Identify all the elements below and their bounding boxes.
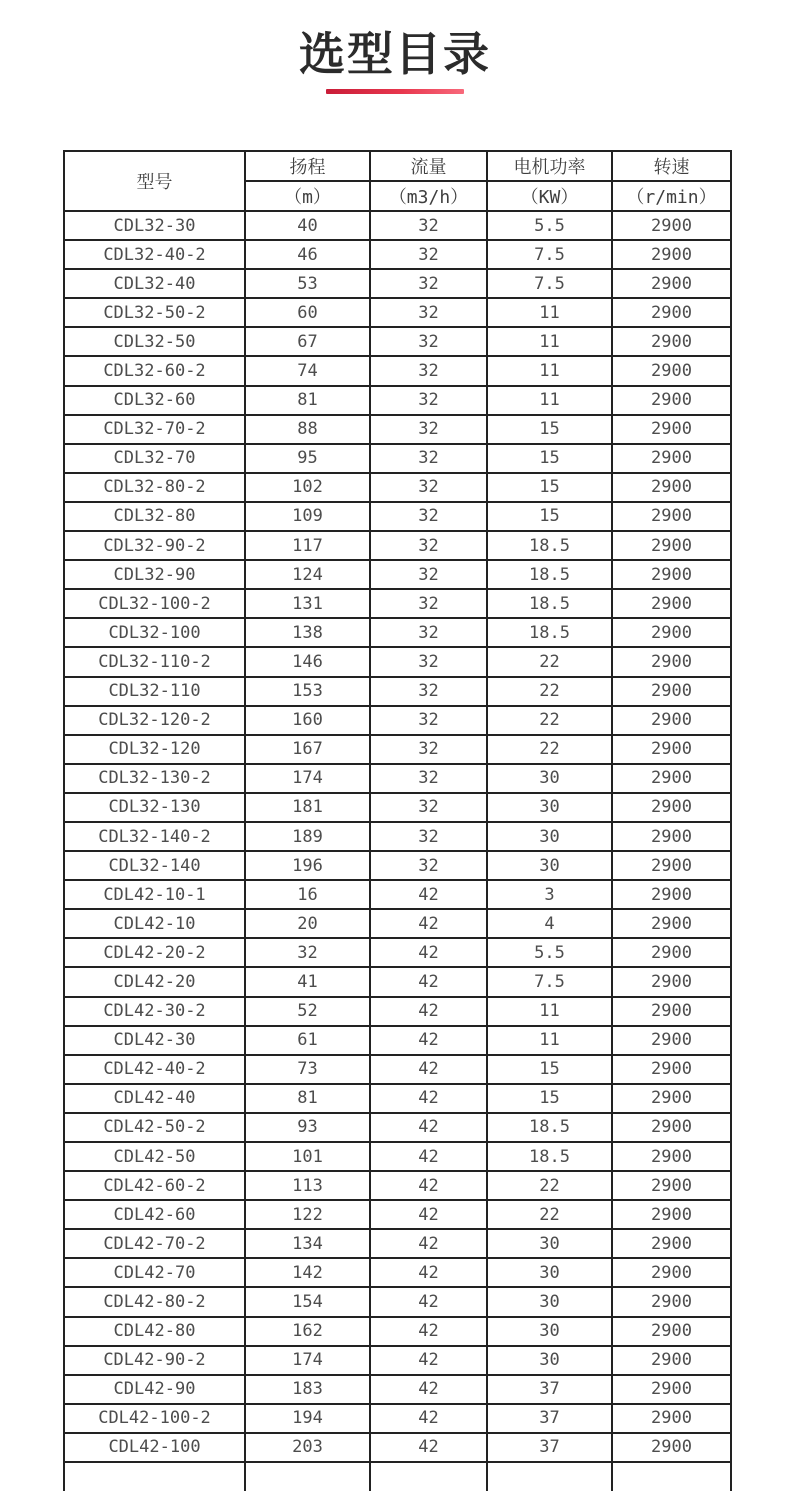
- cell-flow: 42: [370, 967, 487, 996]
- cell-model: CDL42-30-2: [64, 997, 245, 1026]
- cell-speed: 2900: [612, 1171, 731, 1200]
- table-row: [64, 706, 731, 735]
- cell-speed: 2900: [612, 1287, 731, 1316]
- table-row: [64, 1375, 731, 1404]
- table-row: [64, 1346, 731, 1375]
- table-row: [64, 647, 731, 676]
- cell-model: CDL42-90: [64, 1375, 245, 1404]
- cell-speed: 2900: [612, 1200, 731, 1229]
- table-row: [64, 1229, 731, 1258]
- cell-speed: 2900: [612, 502, 731, 531]
- cell-model: CDL32-40: [64, 269, 245, 298]
- cell-power: 15: [487, 444, 612, 473]
- cell-power: 11: [487, 997, 612, 1026]
- cell-speed: 2900: [612, 764, 731, 793]
- cell-speed: 2900: [612, 386, 731, 415]
- cell-model: CDL32-30: [64, 211, 245, 240]
- table-row: [64, 764, 731, 793]
- cell-power: 30: [487, 793, 612, 822]
- cell-model: CDL32-70: [64, 444, 245, 473]
- table-row: [64, 997, 731, 1026]
- cell-speed: 2900: [612, 822, 731, 851]
- cell-head: 167: [245, 735, 370, 764]
- cell-head: 88: [245, 415, 370, 444]
- cell-speed: 2900: [612, 938, 731, 967]
- cell-flow: 32: [370, 269, 487, 298]
- cell-model: CDL42-80: [64, 1317, 245, 1346]
- cell-power: 11: [487, 1026, 612, 1055]
- cell-head: 40: [245, 211, 370, 240]
- cell-model: CDL32-60-2: [64, 356, 245, 385]
- table-row: [64, 677, 731, 706]
- cell-model: CDL42-70: [64, 1258, 245, 1287]
- table-row: [64, 269, 731, 298]
- cell-model: CDL32-70-2: [64, 415, 245, 444]
- cell-power: 18.5: [487, 1142, 612, 1171]
- cell-power: 22: [487, 1171, 612, 1200]
- cell-head: 162: [245, 1317, 370, 1346]
- table-row: [64, 356, 731, 385]
- selection-table: [63, 150, 732, 1491]
- cell-power: 18.5: [487, 560, 612, 589]
- cell-flow: 32: [370, 764, 487, 793]
- cell-flow: 32: [370, 211, 487, 240]
- cell-head: 113: [245, 1171, 370, 1200]
- cell-model: CDL32-120: [64, 735, 245, 764]
- table-row: [64, 415, 731, 444]
- cell-flow: 32: [370, 822, 487, 851]
- cell-power: 30: [487, 1258, 612, 1287]
- cell-power: 22: [487, 1200, 612, 1229]
- table-row: [64, 1317, 731, 1346]
- cell-power: 22: [487, 647, 612, 676]
- cell-flow: 42: [370, 997, 487, 1026]
- cell-speed: 2900: [612, 1229, 731, 1258]
- cell-model: CDL32-80-2: [64, 473, 245, 502]
- cell-speed: 2900: [612, 1433, 731, 1462]
- cell-head: 181: [245, 793, 370, 822]
- cell-power: 18.5: [487, 618, 612, 647]
- cell-power: 11: [487, 298, 612, 327]
- cell-head: 41: [245, 967, 370, 996]
- cell-speed: 2900: [612, 240, 731, 269]
- table-row-clipped: [64, 1462, 731, 1491]
- cell-power: 37: [487, 1375, 612, 1404]
- cell-speed: 2900: [612, 560, 731, 589]
- table-row: [64, 793, 731, 822]
- cell-speed: 2900: [612, 415, 731, 444]
- cell-head: 81: [245, 1084, 370, 1113]
- cell-model: CDL42-30: [64, 1026, 245, 1055]
- cell-model: CDL42-10-1: [64, 880, 245, 909]
- cell-flow: 32: [370, 560, 487, 589]
- cell-flow: 32: [370, 298, 487, 327]
- cell-head: 174: [245, 1346, 370, 1375]
- cell-power: 15: [487, 502, 612, 531]
- table-row: [64, 298, 731, 327]
- header-speed-unit: （r/min）: [612, 181, 731, 211]
- cell-model: CDL32-40-2: [64, 240, 245, 269]
- cell-model: CDL32-100-2: [64, 589, 245, 618]
- header-head-unit: （m）: [245, 181, 370, 211]
- header-head: 扬程: [245, 151, 370, 181]
- cell-flow: 42: [370, 1346, 487, 1375]
- cell-head: 101: [245, 1142, 370, 1171]
- cell-power: 18.5: [487, 531, 612, 560]
- table-row: [64, 909, 731, 938]
- cell-head: 60: [245, 298, 370, 327]
- cell-power: 30: [487, 822, 612, 851]
- cell-model: CDL42-20-2: [64, 938, 245, 967]
- cell-head: 81: [245, 386, 370, 415]
- cell-model: CDL42-40-2: [64, 1055, 245, 1084]
- cell-power: 22: [487, 706, 612, 735]
- cell-head: 134: [245, 1229, 370, 1258]
- table-row: [64, 735, 731, 764]
- cell-model: CDL32-110-2: [64, 647, 245, 676]
- cell-head: 73: [245, 1055, 370, 1084]
- cell-flow: 32: [370, 735, 487, 764]
- cell-head: 46: [245, 240, 370, 269]
- cell-head: 189: [245, 822, 370, 851]
- cell-flow: 32: [370, 706, 487, 735]
- cell-power: 18.5: [487, 1113, 612, 1142]
- cell-head: 93: [245, 1113, 370, 1142]
- cell-power: 15: [487, 1055, 612, 1084]
- cell-head: 131: [245, 589, 370, 618]
- table-row: [64, 1142, 731, 1171]
- cell-speed: 2900: [612, 356, 731, 385]
- cell-speed: 2900: [612, 677, 731, 706]
- cell-speed: 2900: [612, 909, 731, 938]
- cell-flow: 42: [370, 1317, 487, 1346]
- cell-speed: 2900: [612, 298, 731, 327]
- cell-model: CDL42-20: [64, 967, 245, 996]
- header-flow-unit: （m3/h）: [370, 181, 487, 211]
- cell-power: 11: [487, 356, 612, 385]
- table-row: [64, 531, 731, 560]
- cell-model: CDL32-140: [64, 851, 245, 880]
- cell-head: 20: [245, 909, 370, 938]
- cell-speed: 2900: [612, 997, 731, 1026]
- cell-head: 183: [245, 1375, 370, 1404]
- cell-power: 11: [487, 386, 612, 415]
- cell-head: 16: [245, 880, 370, 909]
- cell-flow: 32: [370, 677, 487, 706]
- cell-flow: 42: [370, 1433, 487, 1462]
- cell-power: 37: [487, 1404, 612, 1433]
- title-underline-accent: [326, 89, 464, 94]
- cell-speed: 2900: [612, 1346, 731, 1375]
- cell-power: 11: [487, 327, 612, 356]
- cell-flow: 42: [370, 1026, 487, 1055]
- cell-speed: 2900: [612, 618, 731, 647]
- table-row: [64, 1404, 731, 1433]
- cell-head: 74: [245, 356, 370, 385]
- cell-speed: 2900: [612, 589, 731, 618]
- cell-speed: 2900: [612, 1375, 731, 1404]
- header-row-labels: [64, 151, 731, 181]
- table-row: [64, 938, 731, 967]
- cell-flow: 42: [370, 1229, 487, 1258]
- cell-model: CDL32-90-2: [64, 531, 245, 560]
- cell-power: 30: [487, 764, 612, 793]
- cell-flow: 42: [370, 1375, 487, 1404]
- cell-speed: 2900: [612, 1026, 731, 1055]
- table-row: [64, 1113, 731, 1142]
- cell-speed: 2900: [612, 211, 731, 240]
- cell-flow: 32: [370, 531, 487, 560]
- cell-flow: 42: [370, 1084, 487, 1113]
- cell-speed: 2900: [612, 1258, 731, 1287]
- cell-head: 32: [245, 938, 370, 967]
- cell-speed: 2900: [612, 967, 731, 996]
- cell-speed: 2900: [612, 473, 731, 502]
- cell-speed: 2900: [612, 1317, 731, 1346]
- cell-head: 138: [245, 618, 370, 647]
- header-speed: 转速: [612, 151, 731, 181]
- table-row: [64, 240, 731, 269]
- cell-model: CDL32-130-2: [64, 764, 245, 793]
- cell-speed: 2900: [612, 735, 731, 764]
- cell-speed: 2900: [612, 1055, 731, 1084]
- cell-head: 61: [245, 1026, 370, 1055]
- cell-model: CDL42-100-2: [64, 1404, 245, 1433]
- cell-speed: 2900: [612, 851, 731, 880]
- table-row: [64, 589, 731, 618]
- page-title: 选型目录: [299, 27, 491, 81]
- cell-speed: 2900: [612, 1113, 731, 1142]
- cell-speed: 2900: [612, 706, 731, 735]
- cell-head: 52: [245, 997, 370, 1026]
- cell-flow: 32: [370, 793, 487, 822]
- table-row: [64, 1171, 731, 1200]
- cell-empty: [487, 1462, 612, 1491]
- cell-flow: 42: [370, 1142, 487, 1171]
- table-row: [64, 822, 731, 851]
- cell-power: 15: [487, 1084, 612, 1113]
- cell-power: 4: [487, 909, 612, 938]
- cell-head: 95: [245, 444, 370, 473]
- cell-flow: 32: [370, 327, 487, 356]
- cell-model: CDL32-140-2: [64, 822, 245, 851]
- cell-power: 30: [487, 851, 612, 880]
- cell-head: 117: [245, 531, 370, 560]
- cell-model: CDL32-110: [64, 677, 245, 706]
- cell-model: CDL32-50-2: [64, 298, 245, 327]
- cell-power: 30: [487, 1346, 612, 1375]
- cell-speed: 2900: [612, 1084, 731, 1113]
- cell-power: 22: [487, 677, 612, 706]
- table-row: [64, 211, 731, 240]
- table-row: [64, 618, 731, 647]
- cell-head: 154: [245, 1287, 370, 1316]
- header-flow: 流量: [370, 151, 487, 181]
- cell-model: CDL32-120-2: [64, 706, 245, 735]
- cell-power: 22: [487, 735, 612, 764]
- cell-head: 142: [245, 1258, 370, 1287]
- cell-speed: 2900: [612, 327, 731, 356]
- cell-head: 174: [245, 764, 370, 793]
- cell-head: 67: [245, 327, 370, 356]
- cell-model: CDL32-90: [64, 560, 245, 589]
- table-row: [64, 327, 731, 356]
- table-body: [64, 211, 731, 1491]
- table-row: [64, 1055, 731, 1084]
- cell-model: CDL32-130: [64, 793, 245, 822]
- table-row: [64, 473, 731, 502]
- table-row: [64, 851, 731, 880]
- cell-head: 102: [245, 473, 370, 502]
- cell-model: CDL42-50: [64, 1142, 245, 1171]
- cell-flow: 42: [370, 880, 487, 909]
- cell-power: 30: [487, 1317, 612, 1346]
- cell-flow: 32: [370, 240, 487, 269]
- cell-head: 194: [245, 1404, 370, 1433]
- cell-empty: [370, 1462, 487, 1491]
- cell-flow: 42: [370, 1113, 487, 1142]
- cell-power: 7.5: [487, 240, 612, 269]
- table-row: [64, 1433, 731, 1462]
- cell-speed: 2900: [612, 444, 731, 473]
- cell-empty: [245, 1462, 370, 1491]
- cell-head: 146: [245, 647, 370, 676]
- cell-power: 18.5: [487, 589, 612, 618]
- cell-speed: 2900: [612, 647, 731, 676]
- cell-flow: 32: [370, 851, 487, 880]
- cell-flow: 42: [370, 1287, 487, 1316]
- cell-empty: [612, 1462, 731, 1491]
- cell-flow: 32: [370, 589, 487, 618]
- cell-model: CDL42-60: [64, 1200, 245, 1229]
- cell-power: 7.5: [487, 967, 612, 996]
- cell-flow: 32: [370, 647, 487, 676]
- table-row: [64, 1287, 731, 1316]
- cell-head: 203: [245, 1433, 370, 1462]
- cell-head: 124: [245, 560, 370, 589]
- cell-speed: 2900: [612, 880, 731, 909]
- cell-power: 30: [487, 1287, 612, 1316]
- cell-power: 15: [487, 415, 612, 444]
- cell-model: CDL42-90-2: [64, 1346, 245, 1375]
- table-row: [64, 1258, 731, 1287]
- cell-model: CDL32-80: [64, 502, 245, 531]
- table-header: [64, 151, 731, 211]
- cell-flow: 32: [370, 618, 487, 647]
- cell-model: CDL42-40: [64, 1084, 245, 1113]
- cell-head: 122: [245, 1200, 370, 1229]
- table-row: [64, 1084, 731, 1113]
- table-row: [64, 502, 731, 531]
- cell-model: CDL32-60: [64, 386, 245, 415]
- table-row: [64, 1026, 731, 1055]
- cell-power: 3: [487, 880, 612, 909]
- cell-head: 109: [245, 502, 370, 531]
- cell-model: CDL42-50-2: [64, 1113, 245, 1142]
- cell-power: 7.5: [487, 269, 612, 298]
- cell-head: 160: [245, 706, 370, 735]
- cell-flow: 42: [370, 1055, 487, 1084]
- cell-power: 5.5: [487, 211, 612, 240]
- cell-speed: 2900: [612, 1404, 731, 1433]
- cell-flow: 32: [370, 502, 487, 531]
- header-power: 电机功率: [487, 151, 612, 181]
- cell-flow: 32: [370, 415, 487, 444]
- table-row: [64, 386, 731, 415]
- cell-head: 196: [245, 851, 370, 880]
- cell-empty: [64, 1462, 245, 1491]
- cell-flow: 42: [370, 1171, 487, 1200]
- cell-speed: 2900: [612, 1142, 731, 1171]
- cell-speed: 2900: [612, 269, 731, 298]
- cell-head: 53: [245, 269, 370, 298]
- cell-power: 30: [487, 1229, 612, 1258]
- table-row: [64, 444, 731, 473]
- cell-flow: 32: [370, 444, 487, 473]
- cell-power: 15: [487, 473, 612, 502]
- cell-speed: 2900: [612, 531, 731, 560]
- cell-flow: 42: [370, 1258, 487, 1287]
- cell-model: CDL42-80-2: [64, 1287, 245, 1316]
- table-row: [64, 880, 731, 909]
- cell-speed: 2900: [612, 793, 731, 822]
- cell-model: CDL32-50: [64, 327, 245, 356]
- cell-model: CDL42-10: [64, 909, 245, 938]
- cell-flow: 32: [370, 356, 487, 385]
- cell-flow: 42: [370, 1404, 487, 1433]
- cell-model: CDL42-70-2: [64, 1229, 245, 1258]
- table-row: [64, 560, 731, 589]
- cell-model: CDL42-100: [64, 1433, 245, 1462]
- cell-flow: 32: [370, 473, 487, 502]
- cell-head: 153: [245, 677, 370, 706]
- cell-model: CDL32-100: [64, 618, 245, 647]
- cell-model: CDL42-60-2: [64, 1171, 245, 1200]
- table-row: [64, 1200, 731, 1229]
- header-power-unit: （KW）: [487, 181, 612, 211]
- cell-flow: 42: [370, 909, 487, 938]
- cell-flow: 42: [370, 1200, 487, 1229]
- cell-power: 37: [487, 1433, 612, 1462]
- table-row: [64, 967, 731, 996]
- cell-flow: 42: [370, 938, 487, 967]
- cell-power: 5.5: [487, 938, 612, 967]
- header-model: 型号: [64, 151, 245, 211]
- cell-flow: 32: [370, 386, 487, 415]
